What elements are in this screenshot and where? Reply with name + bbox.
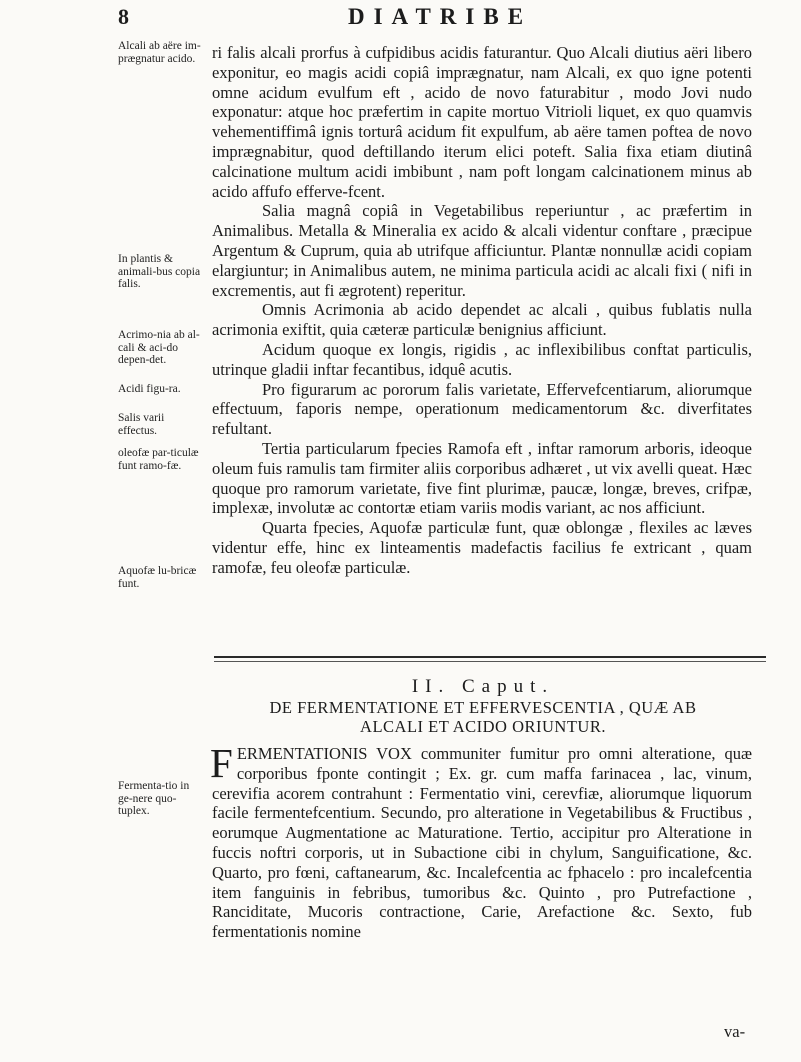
- chapter-text-block: [210, 740, 752, 942]
- margin-note: Fermenta-tio in ge-nere quo-tuplex.: [118, 780, 190, 817]
- paragraph: Tertia particularum fpecies Ramofa eft , inftar ramorum arboris, ideoque oleum fuis ramulis tam firmiter aliis corporibus adhæret , ut vix avelli queat. Hæc quoque pro ramorum varietate, five fint plurimæ, paucæ, longæ, breves, crifpæ, implexæ, involutæ ac contortæ etiam variis modis variant, ac nos afficiunt.: [212, 438, 752, 518]
- margin-notes: [0, 0, 201, 1062]
- margin-note: In plantis & animali-bus copia falis.: [118, 253, 201, 290]
- paragraph: ri falis alcali prorfus à cufpidibus acidis faturantur. Quo Alcali diutius aëri libero exponitur, eo magis acidi copiâ imprægnatur, nam Alcali, ex quo igne potenti omne acidum evulfum eft , acido de novo faturabitur , modo Jovi nudo exponatur: atque hoc præfertim in capite mortuo Vitrioli liquet, ex quo quamvis vehementiffimâ ignis torturâ acidum fit expulfum, ab aëre tamen poftea de novo imprægnabitur, quod deftillando iterum elici poteft. Salia fixa etiam diutinâ calcinatione multum acidi imbibunt , nam poft longam calcinationem minus ab acido affufo efferve-fcent.: [212, 43, 752, 201]
- margin-note: Acrimo-nia ab al-cali & aci-do depen-det.: [118, 329, 200, 366]
- section-divider: [214, 656, 766, 658]
- paragraph: Acidum quoque ex longis, rigidis , ac inflexibilibus conftat particulis, utrinque gladii inftar fecantibus, idquê acutis.: [212, 339, 752, 379]
- running-title: DIATRIBE: [348, 4, 533, 29]
- section-divider-thin: [214, 661, 766, 662]
- margin-note: Alcali ab aëre im-prægnatur acido.: [118, 40, 201, 65]
- drop-initial: F: [210, 740, 233, 786]
- main-text-block: [212, 43, 752, 578]
- catchword: va-: [724, 1022, 746, 1041]
- margin-note: Aquofæ lu-bricæ funt.: [118, 565, 197, 590]
- chapter-title-line: DE FERMENTATIONE ET EFFERVESCENTIA , QUÆ AB: [269, 698, 697, 717]
- margin-note: Salis varii effectus.: [118, 412, 165, 437]
- chapter-paragraph: ERMENTATIONIS VOX communiter fumitur pro omni alteratione, quæ corporibus fponte contingit ; Ex. gr. cum maffa farinacea , lac, vinum, cerevifia acorem contrahunt : Fermentatio vini, cerevfiæ, aliorumque liquorum facile fermentefcentium. Secundo, pro alteratione in Vegetabilibus & Fructibus , eorumque Augmentatione ac Maturatione. Tertio, accipitur pro Alteratione in fuccis noftri corporis, ut in Subactione cibi in chylum, Sanguificatione, &c. Quarto, pro fœni, caftanearum, &c. Incalefcentia ac fphacelo : pro incalefcentia item fanguinis in febribus, tumoribus &c. Quinto , pro Putrefactione , Ranciditate, Mucoris contractione, Carie, Arefactione &c. Sexto, fub fermentationis nomine: [212, 744, 752, 942]
- chapter-heading: [200, 676, 766, 736]
- page-header: [0, 2, 801, 32]
- paragraph: Omnis Acrimonia ab acido dependet ac alcali , quibus fublatis nulla acrimonia exiftit, quia cæteræ particulæ benignius afficiunt.: [212, 300, 752, 340]
- chapter-number: II. Caput.: [411, 676, 555, 697]
- margin-note: Acidi figu-ra.: [118, 383, 181, 395]
- paragraph: Pro figurarum ac pororum falis varietate, Effervefcentiarum, aliorumque effectuum, faporis nempe, operationum medicamentorum &c. diverfitates refultant.: [212, 379, 752, 439]
- paragraph: Quarta fpecies, Aquofæ particulæ funt, quæ oblongæ , flexiles ac læves videntur effe, hinc ex linteamentis madefactis facilius fe extricant , quam ramofæ, feu oleofæ particulæ.: [212, 518, 752, 577]
- page-number: 8: [118, 4, 129, 29]
- chapter-title-line: ALCALI ET ACIDO ORIUNTUR.: [360, 717, 606, 736]
- paragraph: Salia magnâ copiâ in Vegetabilibus reperiuntur , ac præfertim in Animalibus. Metalla & Mineralia ex acido & alcali videntur conftare , præcipue Argentum & Cuprum, quia ab utrifque afficiuntur. Plantæ nonnullæ acidi copiam elargiuntur; in Animalibus autem, ne minima particula acidi ac alcali fixi ( nifi in excrementis, aut fi ægrotent) reperitur.: [212, 201, 752, 300]
- margin-note: oleofæ par-ticulæ funt ramo-fæ.: [118, 447, 199, 472]
